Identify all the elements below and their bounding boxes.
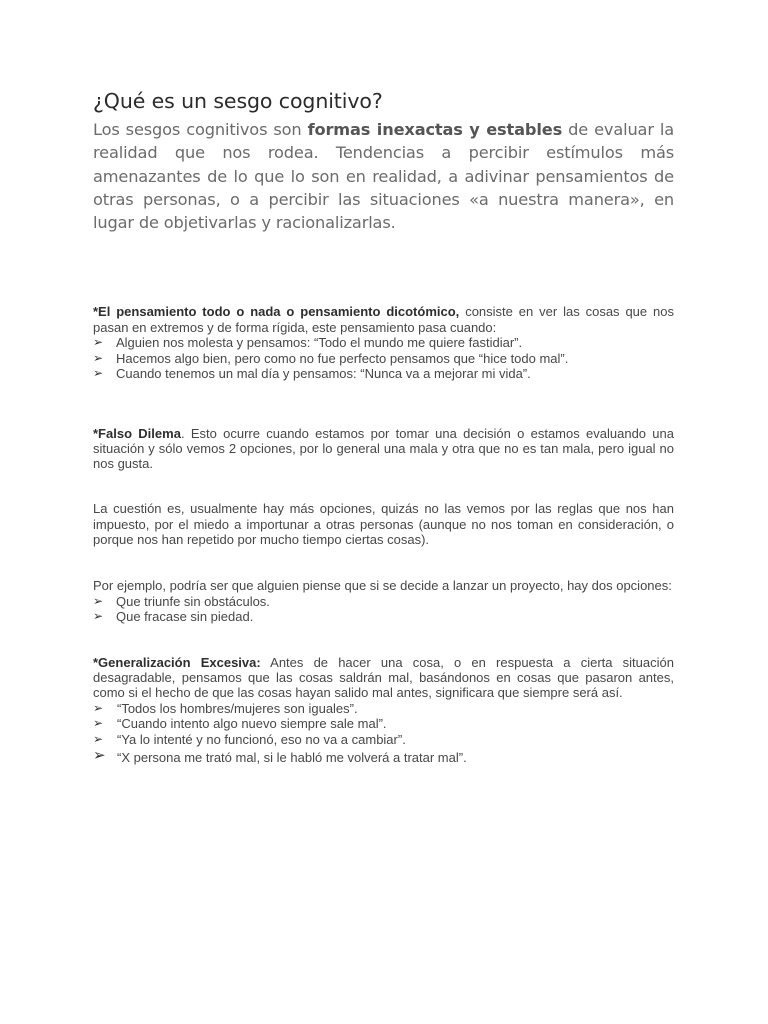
overgeneralization-text: Antes de hacer una cosa, o en respuesta a cierta situación desagradable, pensamos que las cosas saldrán mal, basándonos en cosas que pasaron antes, como si el hecho de que las cosas hayan salido mal antes, significara que siempre será así. — [93, 654, 674, 701]
list-item — [93, 716, 674, 732]
lead-text-start: Los sesgos cognitivos son — [93, 120, 308, 139]
list-item — [93, 366, 674, 382]
dichotomous-thinking-heading: *El pensamiento todo o nada o pensamiento dicotómico, — [93, 304, 460, 320]
overgeneralization-paragraph — [93, 655, 674, 701]
document-page — [93, 86, 674, 766]
arrow-bullet-icon: ➢ — [93, 700, 104, 715]
arrow-bullet-icon: ➢ — [93, 593, 104, 608]
dichotomous-thinking-text: consiste en ver las cosas que nos pasan en extremos y de forma rígida, este pensamiento pasa cuando: — [93, 304, 674, 335]
dichotomous-thinking-paragraph — [93, 304, 674, 335]
false-dilemma-paragraph — [93, 426, 674, 472]
arrow-bullet-icon: ➢ — [93, 716, 104, 731]
more-options-paragraph: La cuestión es, usualmente hay más opciones, quizás no las vemos por las reglas que nos han impuesto, por el miedo a importunar a otras personas (aunque no nos toman en consideración, o porque nos han repetido por mucho tiempo ciertas cosas). — [93, 501, 674, 548]
list-item-text: Alguien nos molesta y pensamos: “Todo el mundo me quiere fastidiar”. — [116, 335, 523, 351]
list-item — [93, 701, 674, 717]
false-dilemma-text: . Esto ocurre cuando estamos por tomar una decisión o estamos evaluando una situación y sólo vemos 2 opciones, por lo general una mala y otra que no es tan mala, pero igual no nos gusta. — [93, 425, 674, 472]
list-item-text: “Ya lo intenté y no funcionó, eso no va a cambiar”. — [117, 731, 406, 747]
lead-text-end: de evaluar la realidad que nos rodea. Tendencias a percibir estímulos más amenazantes de lo que lo son en realidad, a adivinar pensamientos de otras personas, o a percibir las situaciones «a nuestra manera», en lugar de objetivarlas y racionalizarlas. — [93, 120, 674, 233]
list-item — [93, 335, 674, 351]
arrow-bullet-icon: ➢ — [93, 731, 104, 746]
arrow-bullet-icon: ➢ — [93, 609, 104, 624]
list-item — [93, 351, 674, 367]
list-item — [93, 594, 674, 610]
list-item-text: Cuando tenemos un mal día y pensamos: “Nunca va a mejorar mi vida”. — [116, 366, 531, 382]
list-item — [93, 747, 674, 766]
overgeneralization-heading: *Generalización Excesiva: — [93, 654, 261, 670]
project-options-list — [93, 594, 674, 625]
example-paragraph: Por ejemplo, podría ser que alguien piense que si se decide a lanzar un proyecto, hay dos opciones: — [93, 578, 672, 594]
arrow-bullet-icon: ➢ — [93, 335, 104, 350]
arrow-bullet-icon: ➢ — [93, 747, 106, 765]
list-item-text: “Todos los hombres/mujeres son iguales”. — [117, 700, 358, 716]
false-dilemma-heading: *Falso Dilema — [93, 425, 181, 441]
arrow-bullet-icon: ➢ — [93, 350, 104, 365]
list-item — [93, 732, 674, 748]
page-title: ¿Qué es un sesgo cognitivo? — [93, 89, 383, 113]
list-item-text: Hacemos algo bien, pero como no fue perfecto pensamos que “hice todo mal”. — [116, 350, 569, 366]
lead-bold-phrase: formas inexactas y estables — [307, 120, 563, 139]
list-item-text: Que triunfe sin obstáculos. — [116, 593, 270, 609]
list-item-text: “X persona me trató mal, si le habló me volverá a tratar mal”. — [117, 750, 467, 766]
dichotomous-examples-list — [93, 335, 674, 382]
overgeneralization-examples-list — [93, 701, 674, 766]
list-item — [93, 609, 674, 625]
list-item-text: Que fracase sin piedad. — [116, 609, 254, 625]
arrow-bullet-icon: ➢ — [93, 366, 104, 381]
list-item-text: “Cuando intento algo nuevo siempre sale mal”. — [117, 716, 387, 732]
lead-paragraph — [93, 118, 674, 234]
